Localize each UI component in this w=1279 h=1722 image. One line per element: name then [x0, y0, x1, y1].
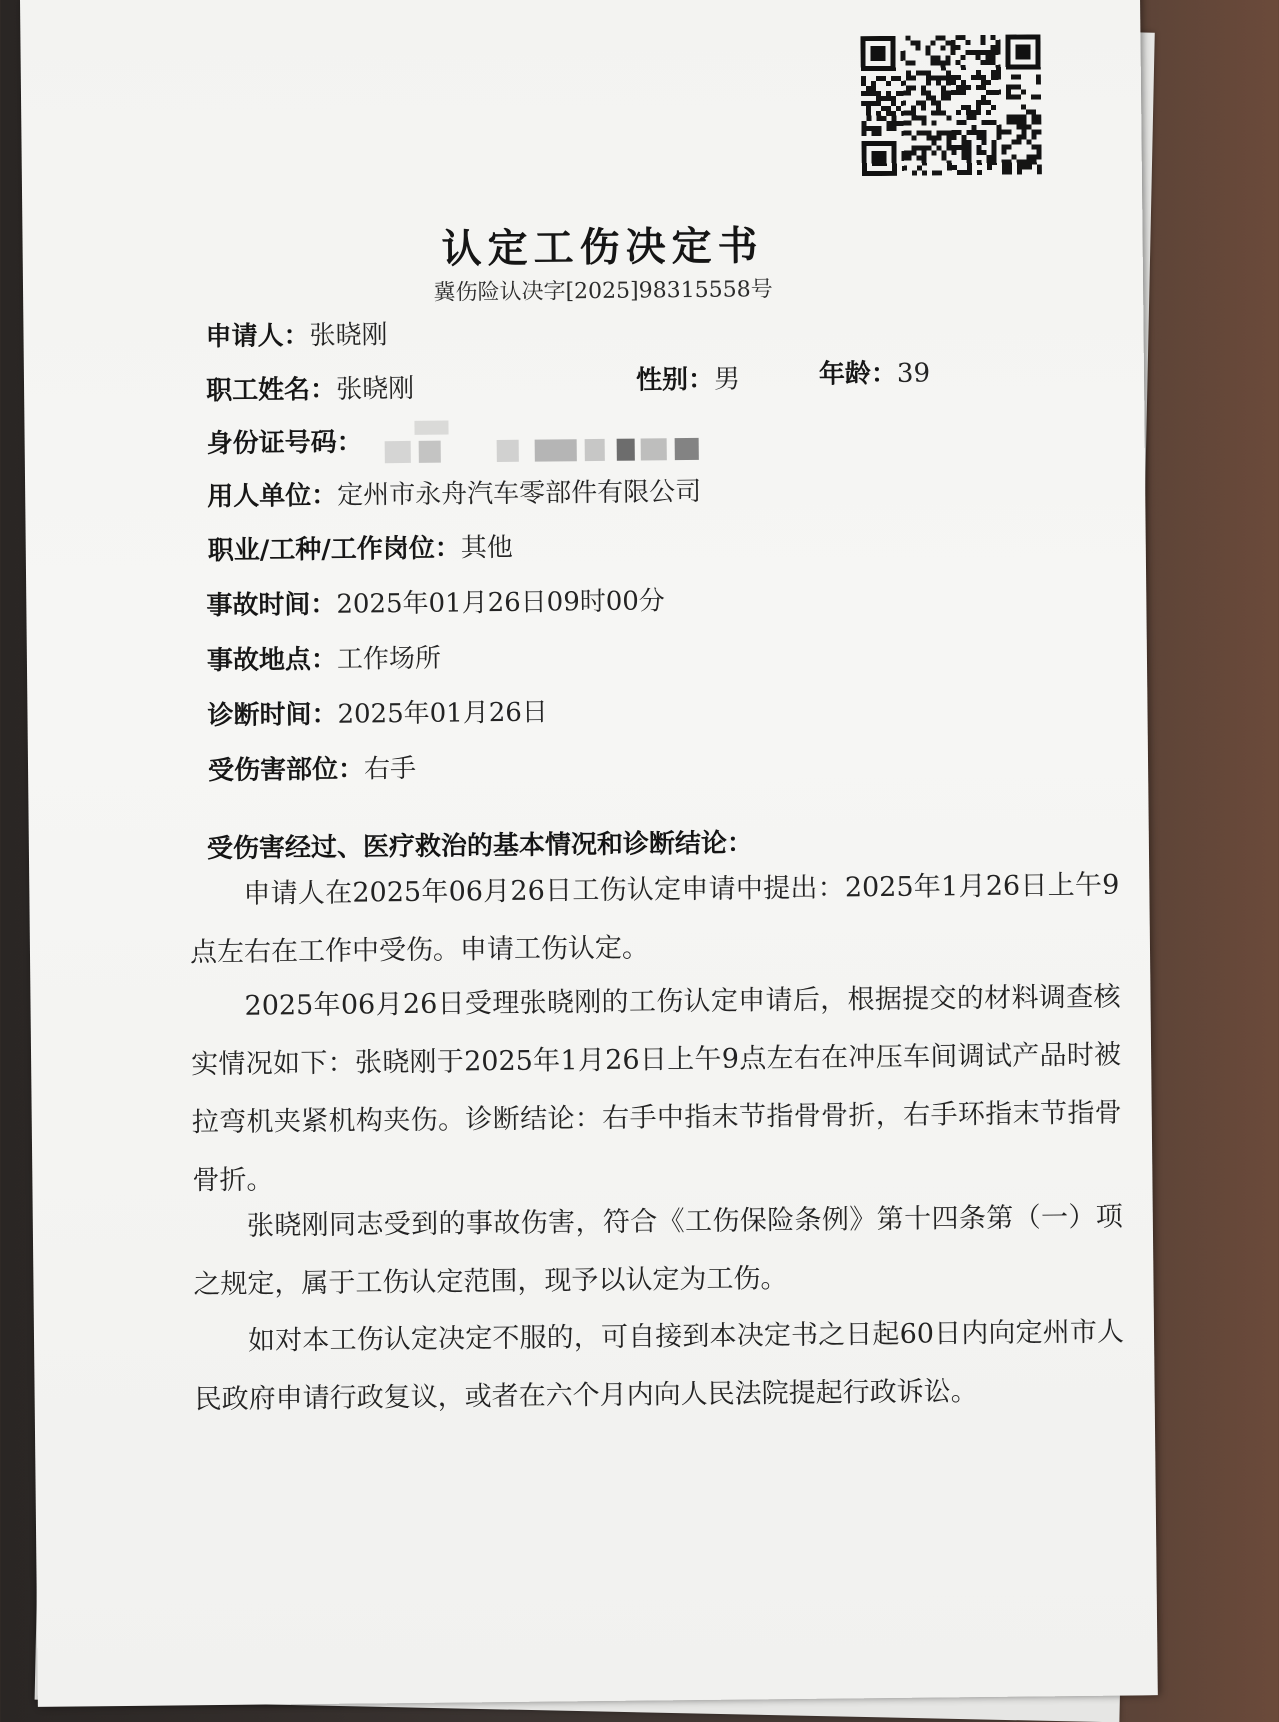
accident-time-field: [206, 580, 665, 622]
age-value: 39: [897, 358, 930, 388]
employee-name-label: 职工姓名：: [206, 375, 336, 406]
gender-label: 性别：: [636, 365, 714, 396]
age-label: 年龄：: [819, 359, 897, 390]
paragraph-appeal-notice: 如对本工伤认定决定不服的，可自接到本决定书之日起60日内向定州市人民政府申请行政复议，或者在六个月内向人民法院提起行政诉讼。: [194, 1304, 1125, 1430]
accident-time-value: 2025年01月26日09时00分: [336, 586, 665, 619]
employer-label: 用人单位：: [207, 481, 337, 512]
id-number-redaction: [384, 418, 714, 467]
gender-field: [636, 358, 740, 396]
document-page: [20, 0, 1158, 1707]
employer-field: [207, 471, 701, 513]
diagnosis-time-field: [207, 692, 548, 733]
paragraph-conclusion: 张晓刚同志受到的事故伤害，符合《工伤保险条例》第十四条第（一）项之规定，属于工伤认定范围，现予以认定为工伤。: [193, 1189, 1124, 1315]
occupation-label: 职业/工种/工作岗位：: [208, 533, 461, 566]
occupation-value: 其他: [461, 533, 513, 564]
diagnosis-time-label: 诊断时间：: [207, 700, 337, 731]
injured-part-label: 受伤害部位：: [208, 754, 364, 786]
applicant-value: 张晓刚: [309, 320, 387, 351]
accident-time-label: 事故时间：: [206, 590, 336, 621]
gender-value: 男: [714, 364, 740, 394]
injured-part-value: 右手: [364, 754, 416, 785]
age-field: [819, 352, 930, 390]
qr-code-icon: [860, 34, 1041, 176]
accident-place-field: [207, 638, 441, 677]
id-number-field: [206, 421, 362, 460]
id-number-label: 身份证号码：: [207, 427, 363, 459]
section-heading: 受伤害经过、医疗救治的基本情况和诊断结论：: [207, 822, 753, 865]
employee-name-field: [206, 368, 414, 407]
applicant-field: [205, 314, 387, 353]
applicant-label: 申请人：: [205, 321, 309, 352]
injured-part-field: [208, 748, 416, 787]
paragraph-investigation: 2025年06月26日受理张晓刚的工伤认定申请后，根据提交的材料调查核实情况如下：张晓刚于2025年1月26日上午9点左右在冲压车间调试产品时被拉弯机夹紧机构夹伤。诊断结论：右手中指末节指骨骨折，右手环指末节指骨骨折。: [190, 969, 1122, 1211]
accident-place-value: 工作场所: [337, 644, 441, 675]
occupation-field: [208, 527, 513, 567]
diagnosis-time-value: 2025年01月26日: [337, 698, 548, 730]
paragraph-application: 申请人在2025年06月26日工伤认定申请中提出：2025年1月26日上午9点左右在工作中受伤。申请工伤认定。: [189, 857, 1120, 983]
employee-name-value: 张晓刚: [336, 374, 414, 405]
document-number: 冀伤险认决字[2025]98315558号: [23, 268, 1183, 311]
accident-place-label: 事故地点：: [207, 645, 337, 676]
document-title: 认定工伤决定书: [22, 210, 1183, 279]
employer-value: 定州市永舟汽车零部件有限公司: [337, 477, 701, 511]
